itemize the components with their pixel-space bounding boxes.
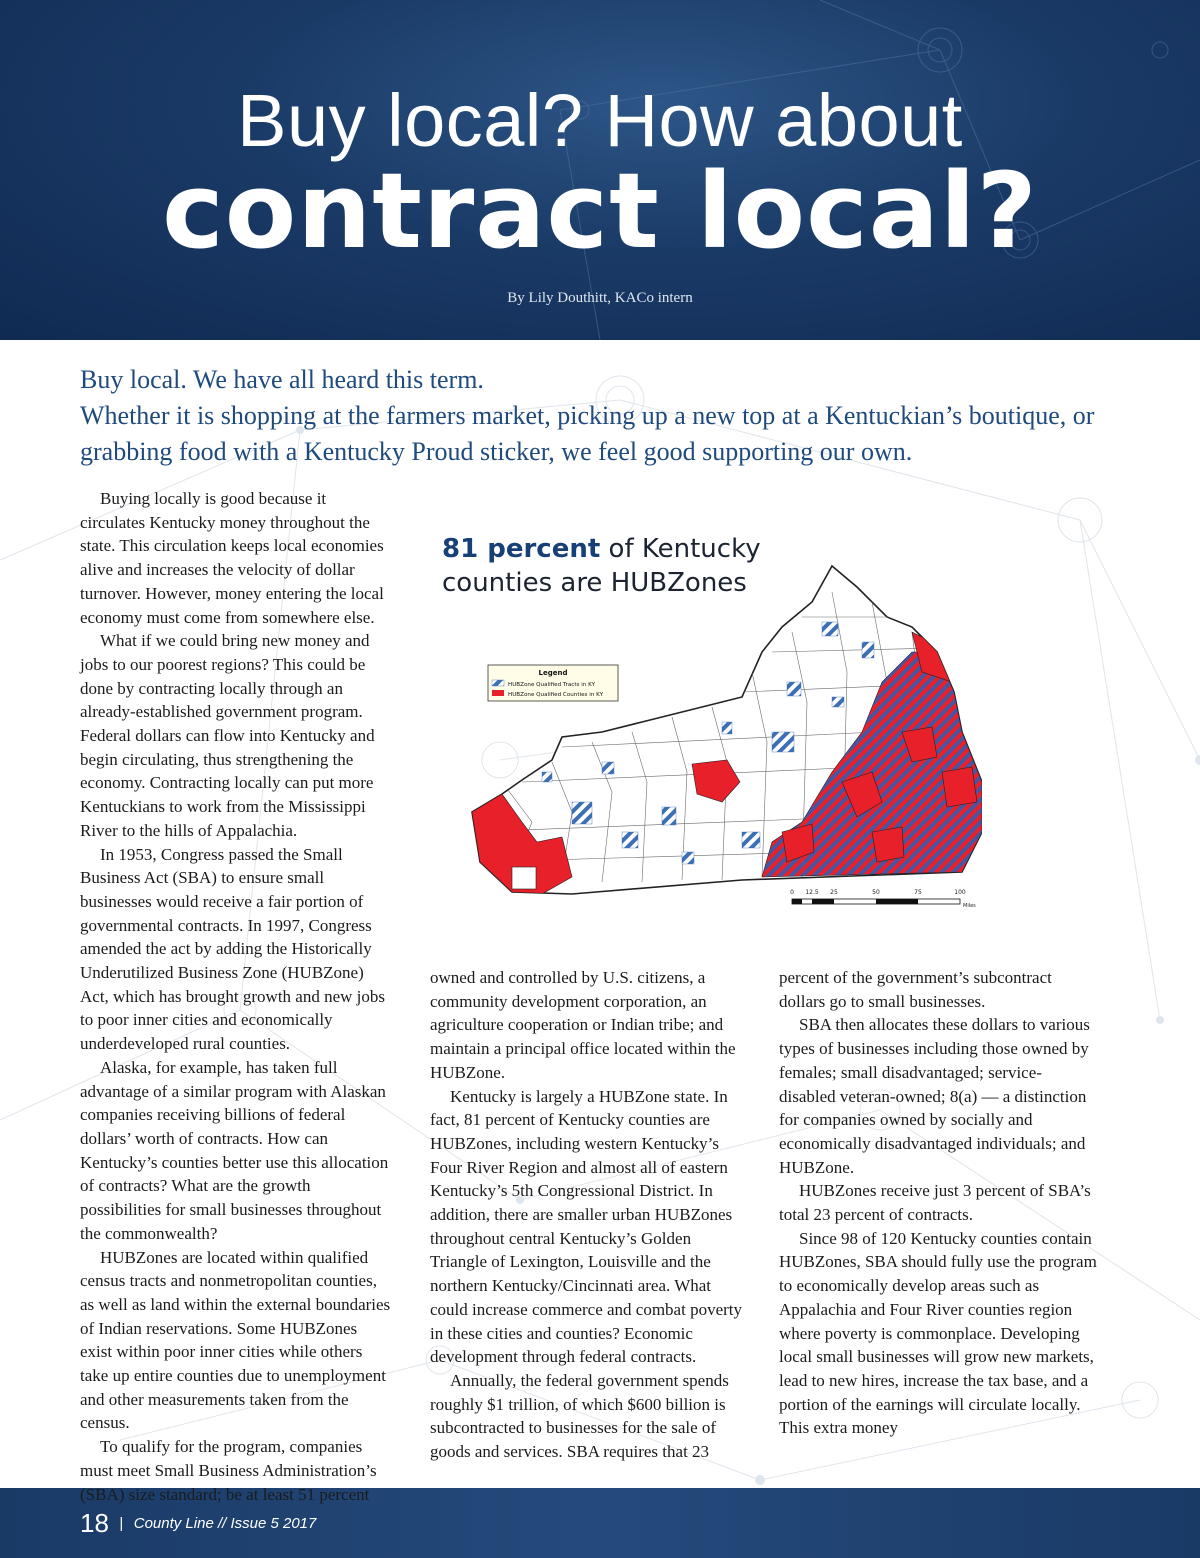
paragraph: To qualify for the program, companies must meet Small Business Administration’s (SBA) size standard; be at least 51 percent [80, 1437, 377, 1504]
scale-label: 12.5 [805, 889, 819, 896]
paragraph: Annually, the federal government spends roughly $1 trillion, of which $600 billion is subcontracted to businesses for the sale of goods and services. SBA requires that 23 [430, 1370, 729, 1462]
map-scale-bar [790, 889, 976, 909]
legend-item-counties: HUBZone Qualified Counties in KY [508, 692, 603, 698]
footer-separator: | [119, 1515, 124, 1532]
article-column-3 [779, 966, 1097, 1440]
article-column-2 [430, 966, 746, 1464]
paragraph: What if we could bring new money and jobs to our poorest regions? This could be done by contracting locally through an already-established government program. Federal dollars can flow into Kentucky and begin circulating, thus strengthening the economy. Contracting locally can put more Kentuckians to work from the Mississippi River to the hills of Appalachia. [80, 631, 375, 840]
map-caption-text: of Kentucky counties are HUBZones [442, 534, 761, 598]
map-caption [442, 532, 802, 600]
article-title-line2: contract local? [162, 150, 1038, 272]
scale-label: 25 [830, 889, 838, 896]
publication-name: County Line // Issue 5 2017 [133, 1515, 317, 1532]
intro-deck [80, 362, 1140, 470]
scale-label: 100 [954, 889, 966, 896]
page-number: 18 [80, 1508, 109, 1538]
legend-title: Legend [538, 669, 568, 677]
scale-unit: Miles [963, 903, 976, 909]
legend-item-tracts: HUBZone Qualified Tracts in KY [508, 682, 595, 688]
scale-label: 75 [914, 889, 922, 896]
paragraph: HUBZones are located within qualified census tracts and nonmetropolitan counties, as well as land within the external boundaries of Indian reservations. Some HUBZones exist within poor inner cities while others take up entire counties due to unemployment and other measurements taken from the census. [80, 1247, 391, 1433]
article-column-1 [80, 487, 392, 1506]
intro-line-1: Buy local. We have all heard this term. [80, 365, 484, 394]
paragraph: In 1953, Congress passed the Small Business Act (SBA) to ensure small businesses would receive a fair portion of governmental contracts. In 1997, Congress amended the act by adding the Historically Underutilized Business Zone (HUBZone) Act, which has brought growth and new jobs to poor inner cities and economically underdeveloped rural counties. [80, 844, 386, 1054]
paragraph: Kentucky is largely a HUBZone state. In fact, 81 percent of Kentucky counties are HUBZones, including western Kentucky’s Four River Region and almost all of eastern Kentucky’s 5th Congressional District. In addition, there are smaller urban HUBZones throughout central Kentucky’s Golden Triangle of Lexington, Louisville and the northern Kentucky/Cincinnati area. What could increase commerce and combat poverty in these cities and counties? Economic development through federal contracts. [430, 1086, 743, 1367]
footer-info [80, 1508, 316, 1539]
paragraph: owned and controlled by U.S. citizens, a community development corporation, an agriculture cooperation or Indian tribe; and maintain a principal office located within the HUBZone. [430, 968, 736, 1082]
paragraph: percent of the government’s subcontract dollars go to small businesses. [779, 968, 1052, 1011]
scale-label: 0 [790, 889, 794, 896]
paragraph: Buying locally is good because it circulates Kentucky money throughout the state. This circulation keeps local economies alive and increases the velocity of dollar turnover. However, money entering the local economy must come from somewhere else. [80, 489, 384, 627]
header-banner [0, 0, 1200, 340]
paragraph: SBA then allocates these dollars to various types of businesses including those owned by females; small disadvantaged; service-disabled veteran-owned; 8(a) — a distinction for companies owned by socially and economically disadvantaged individuals; and HUBZone. [779, 1015, 1090, 1177]
scale-label: 50 [872, 889, 880, 896]
intro-line-2: Whether it is shopping at the farmers market, picking up a new top at a Kentuckian’s boutique, or grabbing food with a Kentucky Proud sticker, we feel good supporting our own. [80, 400, 1095, 466]
paragraph: HUBZones receive just 3 percent of SBA’s total 23 percent of contracts. [779, 1181, 1091, 1225]
map-legend [488, 665, 618, 701]
paragraph: Alaska, for example, has taken full advantage of a similar program with Alaskan companies receiving billions of federal dollars’ worth of contracts. How can Kentucky’s counties better use this allocation of contracts? What are the growth possibilities for small businesses throughout the commonwealth? [80, 1057, 389, 1243]
byline: By Lily Douthitt, KACo intern [507, 290, 693, 306]
map-caption-highlight: 81 percent [442, 534, 601, 564]
hubzone-map-figure [442, 532, 982, 918]
article-title-line1: Buy local? How about [237, 79, 963, 162]
paragraph: Since 98 of 120 Kentucky counties contain HUBZones, SBA should fully use the program to economically develop areas such as Appalachia and Four River counties region where poverty is commonplace. Developing local small businesses will grow new markets, lead to new hires, increase the tax base, and a portion of the earnings will circulate locally. This extra money [779, 1228, 1097, 1438]
